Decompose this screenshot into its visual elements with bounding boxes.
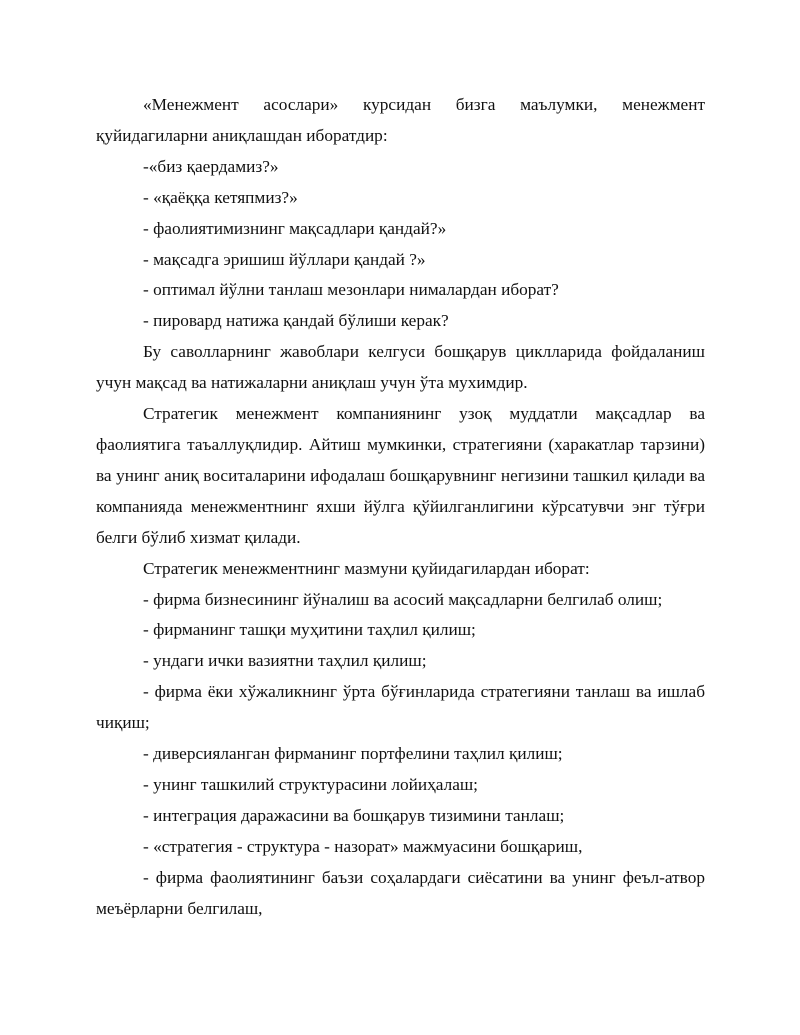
list-item-question: - пировард натижа қандай бўлиши керак?	[143, 311, 449, 331]
list-item-content: - фирма ёки хўжаликнинг ўрта бўғинларида стратегияни танлаш ва ишлаб чиқиш;	[96, 682, 705, 733]
list-item-content: - фирманинг ташқи муҳитини таҳлил қилиш;	[143, 620, 476, 640]
list-item-content: - унинг ташкилий структурасини лойиҳалаш;	[143, 774, 478, 794]
list-item-content: - фирма фаолиятининг баъзи соҳалардаги сиёсатини ва унинг феъл-атвор меъёрларни белгилаш,	[96, 867, 705, 918]
list-item-content: - фирма бизнесининг йўналиш ва асосий мақсадларни белгилаб олиш;	[143, 589, 663, 609]
list-item-question: - «қаёққа кетяпмиз?»	[143, 187, 298, 207]
list-item-content: - «стратегия - структура - назорат» мажмуасини бошқариш,	[143, 836, 583, 856]
list-item-question: - оптимал йўлни танлаш мезонлари нималардан иборат?	[143, 280, 559, 300]
paragraph-intro: «Менежмент асослари» курсидан бизга маълумки, менежмент қуйидагиларни аниқлашдан иборатдир:	[96, 95, 705, 145]
paragraph-strategic-management: Стратегик менежмент компаниянинг узоқ муддатли мақсадлар ва фаолиятига таъаллуқлидир. Айтиш мумкинки, стратегияни (харакатлар тарзини) ва унинг аниқ воситаларини ифодалаш бошқарувнинг негизини ташкил қилади ва компанияда менежментнинг яхши йўлга қўйилганлигини кўрсатувчи энг тўғри белги бўлиб хизмат қилади.	[96, 404, 705, 547]
paragraph-answers: Бу саволларнинг жавоблари келгуси бошқарув циклларида фойдаланиш учун мақсад ва натижаларни аниқлаш учун ўта мухимдир.	[96, 342, 705, 393]
list-item-content: - интеграция даражасини ва бошқарув тизимини танлаш;	[143, 805, 565, 825]
paragraph-content-intro: Стратегик менежментнинг мазмуни қуйидагилардан иборат:	[143, 558, 590, 578]
list-item-content: - диверсияланган фирманинг портфелини таҳлил қилиш;	[143, 744, 563, 764]
list-item-question: - фаолиятимизнинг мақсадлари қандай?»	[143, 218, 447, 238]
list-item-content: - ундаги ички вазиятни таҳлил қилиш;	[143, 651, 427, 671]
list-item-question: - мақсадга эришиш йўллари қандай ?»	[143, 249, 426, 269]
document-body	[96, 90, 705, 924]
list-item-question: -«биз қаердамиз?»	[143, 156, 279, 176]
